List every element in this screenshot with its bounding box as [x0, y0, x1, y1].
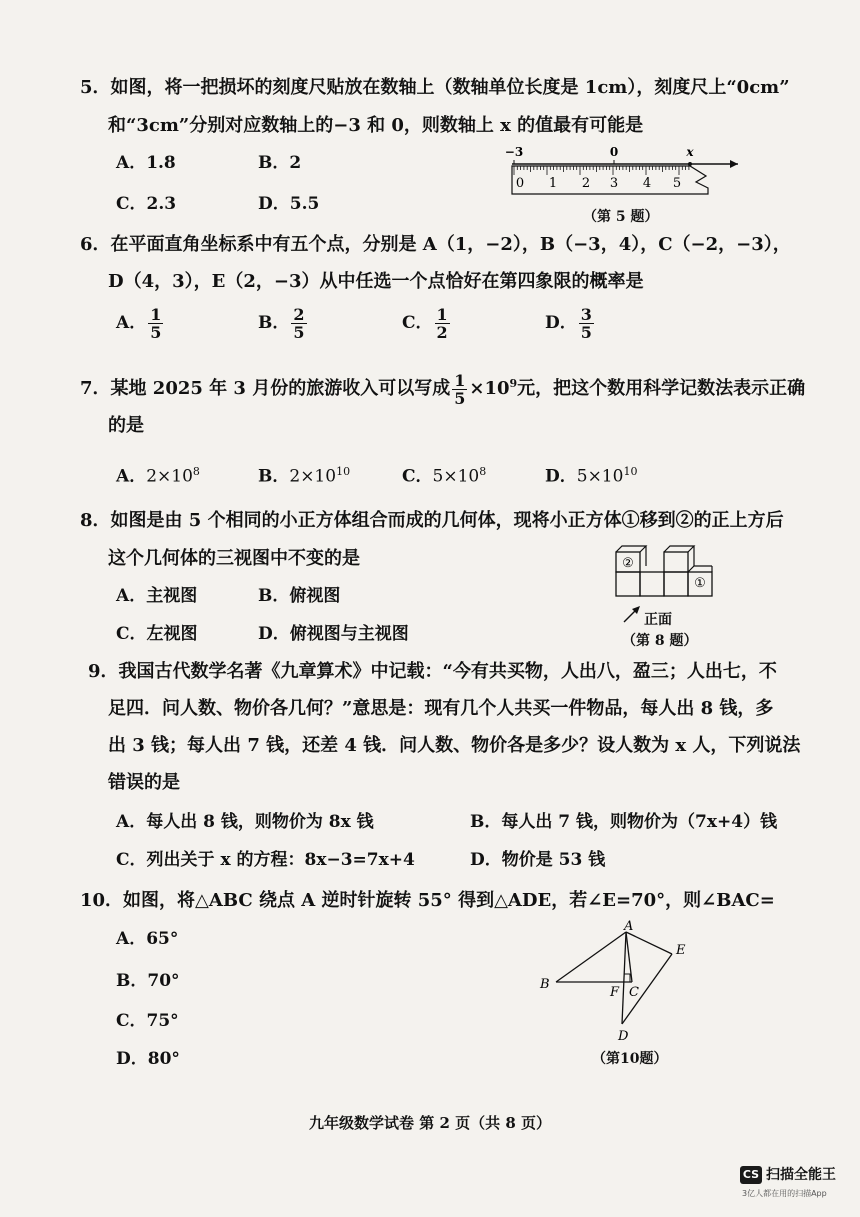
q5-line2: 和“3cm”分别对应数轴上的−3 和 0，则数轴上 x 的值最有可能是: [108, 115, 644, 136]
axis-label-0: 0: [609, 145, 619, 159]
q6-option-b-label: B．: [258, 313, 290, 333]
ruler-label-1: 1: [548, 176, 558, 191]
fraction-denominator: 5: [454, 388, 466, 408]
q6-option-c-fraction: [435, 306, 450, 341]
q9-line3: 出 3 钱；每人出 7 钱，还差 4 钱．问人数、物价各是多少？设人数为 x 人，下列说法: [108, 735, 801, 756]
q6-option-d-label: D．: [545, 313, 577, 333]
q5-option-b: B．2: [258, 153, 302, 173]
q6-option-a-fraction: [148, 306, 163, 341]
q7-exponent: 9: [509, 377, 518, 390]
page-footer: 九年级数学试卷 第 2 页（共 8 页）: [309, 1114, 551, 1132]
q6-option-b: [258, 306, 309, 341]
fraction-numerator: 1: [454, 370, 466, 390]
q7-option-a-exp: 8: [192, 465, 200, 478]
label-e: E: [676, 943, 686, 958]
q8-caption: （第 8 题）: [622, 633, 698, 649]
q7-option-d: [545, 461, 637, 488]
ruler-label-5: 5: [672, 176, 682, 191]
ruler-label-2: 2: [581, 176, 591, 191]
q8-option-a: A．主视图: [116, 586, 198, 606]
q7-option-d-exp: 10: [623, 465, 638, 478]
ruler-ticks: [514, 166, 689, 175]
q8-option-c: C．左视图: [116, 624, 198, 644]
ruler-label-3: 3: [609, 176, 619, 191]
q5-option-c: C．2.3: [116, 194, 177, 214]
q7-option-a-base: 2×10: [146, 466, 193, 487]
q8-option-d: D．俯视图与主视图: [258, 624, 409, 644]
cube: [616, 572, 640, 596]
q6-option-c-label: C．: [402, 313, 433, 333]
x-point: [688, 162, 692, 166]
q5-caption: （第 5 题）: [583, 209, 659, 225]
q9-line4: 错误的是: [108, 772, 180, 793]
q7-option-c: [402, 461, 486, 488]
q10-caption: （第10题）: [592, 1051, 668, 1067]
q9-line2: 足四．问人数、物价各几何？”意思是：现有几个人共买一件物品，每人出 8 钱，多: [108, 698, 774, 719]
q7-option-c-exp: 8: [479, 465, 487, 478]
q7-option-d-base: 5×10: [576, 466, 624, 487]
axis-label-neg3: −3: [504, 145, 524, 159]
axis-label-x: x: [686, 145, 694, 159]
cube-label-2: ②: [622, 556, 634, 571]
cube-label-1: ①: [694, 576, 706, 591]
q6-option-d: [545, 306, 596, 341]
watermark-name: 扫描全能王: [766, 1167, 836, 1183]
cube-top-face: [664, 546, 694, 552]
fraction-denominator: 2: [436, 323, 448, 342]
q9-option-b: B．每人出 7 钱，则物价为（7x+4）钱: [470, 812, 778, 832]
q5-option-a: A．1.8: [116, 153, 176, 173]
q7-option-b: [258, 461, 350, 488]
q5-line1: 5．如图，将一把损坏的刻度尺贴放在数轴上（数轴单位长度是 1cm），刻度尺上“0cm”: [80, 77, 790, 98]
fraction-numerator: 1: [150, 305, 162, 324]
q7-mid: ×10: [469, 378, 510, 399]
cube-top-face: [616, 546, 646, 552]
cube-top-face: [688, 566, 712, 572]
q7-option-d-label: D．: [545, 466, 577, 487]
label-c: C: [629, 985, 639, 1000]
scanner-watermark: [740, 1164, 850, 1204]
q7-option-c-base: 5×10: [432, 466, 480, 487]
fraction-numerator: 1: [436, 305, 448, 324]
fraction-denominator: 5: [293, 323, 305, 342]
cube: [664, 572, 688, 596]
q6-option-d-fraction: [579, 306, 594, 341]
q6-option-c: [402, 306, 452, 341]
ruler-label-4: 4: [642, 176, 652, 191]
q8-line2: 这个几何体的三视图中不变的是: [108, 548, 360, 569]
q6-option-b-fraction: [291, 306, 306, 341]
q10-option-d: D．80°: [116, 1049, 180, 1069]
q8-front-label: 正面: [644, 612, 672, 628]
q9-option-d: D．物价是 53 钱: [470, 850, 606, 870]
q7-option-a: [116, 461, 200, 488]
q7-pre: 7．某地 2025 年 3 月份的旅游收入可以写成: [80, 378, 451, 399]
q10-option-c: C．75°: [116, 1011, 179, 1031]
label-a: A: [624, 920, 634, 934]
q10-option-a: A．65°: [116, 929, 179, 949]
ruler-numbers: [516, 176, 681, 191]
q7-option-c-label: C．: [402, 466, 433, 487]
q5-option-d: D．5.5: [258, 194, 320, 214]
q6-line1: 6．在平面直角坐标系中有五个点，分别是 A（1，−2），B（−3，4），C（−2，−3），: [80, 234, 791, 255]
q7-option-b-label: B．: [258, 466, 290, 487]
label-f: F: [610, 985, 620, 1000]
label-d: D: [618, 1029, 629, 1044]
right-angle-mark: [624, 974, 630, 982]
q9-option-c: C．列出关于 x 的方程：8x−3=7x+4: [116, 850, 415, 870]
q7-option-a-label: A．: [116, 466, 147, 487]
q6-option-a: [116, 306, 165, 341]
ruler-label-0: 0: [515, 176, 525, 191]
q9-line1: 9．我国古代数学名著《九章算术》中记载：“今有共买物，人出八，盈三；人出七，不: [88, 661, 777, 682]
segment-ab: [556, 932, 626, 982]
fraction-numerator: 2: [293, 305, 305, 324]
q7-line1: [80, 366, 805, 407]
q8-line1: 8．如图是由 5 个相同的小正方体组合而成的几何体，现将小正方体①移到②的正上方后: [80, 510, 784, 531]
fraction-numerator: 3: [580, 305, 592, 324]
q8-option-b: B．俯视图: [258, 586, 341, 606]
cs-logo-icon: CS: [740, 1166, 762, 1184]
watermark-tagline: 3亿人都在用的扫描App: [742, 1189, 827, 1198]
q5-ruler-figure: [500, 142, 750, 202]
q10-option-b: B．70°: [116, 971, 180, 991]
cube: [664, 552, 688, 572]
segment-ad: [622, 932, 626, 1024]
q7-option-b-exp: 10: [336, 465, 351, 478]
q10-line1: 10．如图，将△ABC 绕点 A 逆时针旋转 55° 得到△ADE，若∠E=70°，则∠BAC=: [80, 890, 775, 911]
q9-option-a: A．每人出 8 钱，则物价为 8x 钱: [116, 812, 374, 832]
q7-fraction: [452, 372, 467, 407]
q7-line2: 的是: [108, 415, 144, 436]
segment-ae: [626, 932, 672, 954]
fraction-denominator: 5: [150, 323, 162, 342]
q10-triangle-figure: [532, 920, 702, 1048]
q7-option-b-base: 2×10: [289, 466, 337, 487]
cube: [640, 572, 664, 596]
axis-arrow: [730, 160, 738, 168]
q6-line2: D（4，3），E（2，−3）从中任选一个点恰好在第四象限的概率是: [108, 271, 644, 292]
q7-post: 元，把这个数用科学记数法表示正确: [517, 378, 806, 399]
q6-option-a-label: A．: [116, 313, 147, 333]
fraction-denominator: 5: [580, 323, 592, 342]
label-b: B: [540, 977, 550, 992]
